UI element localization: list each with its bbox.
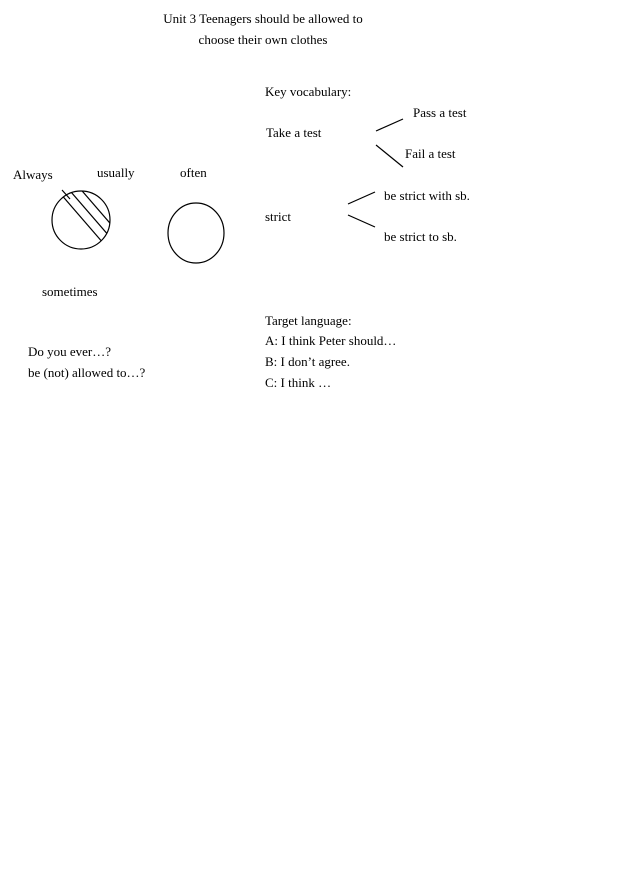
label-always: Always — [13, 167, 53, 182]
label-often: often — [180, 165, 207, 180]
target-language-heading: Target language: — [265, 313, 352, 328]
often-circle — [168, 203, 224, 263]
always-hatching — [40, 170, 128, 244]
target-line-a: A: I think Peter should… — [265, 333, 397, 348]
vocab-strict-to: be strict to sb. — [384, 229, 457, 244]
page-title-line-2: choose their own clothes — [198, 32, 328, 47]
fail-connector — [376, 145, 403, 167]
vocab-take-test: Take a test — [266, 125, 322, 140]
page-title-line-1: Unit 3 Teenagers should be allowed to — [163, 11, 363, 26]
vocab-fail-test: Fail a test — [405, 146, 456, 161]
question-allowed-to: be (not) allowed to…? — [28, 365, 146, 380]
target-line-c: C: I think … — [265, 375, 332, 390]
strict-to-connector — [348, 215, 375, 227]
vocab-pass-test: Pass a test — [413, 105, 467, 120]
pass-connector — [376, 119, 403, 131]
question-do-you-ever: Do you ever…? — [28, 344, 112, 359]
target-line-b: B: I don’t agree. — [265, 354, 350, 369]
vocab-strict: strict — [265, 209, 291, 224]
label-usually: usually — [97, 165, 135, 180]
strict-with-connector — [348, 192, 375, 204]
label-sometimes: sometimes — [42, 284, 98, 299]
vocabulary-heading: Key vocabulary: — [265, 84, 352, 99]
vocab-strict-with: be strict with sb. — [384, 188, 470, 203]
